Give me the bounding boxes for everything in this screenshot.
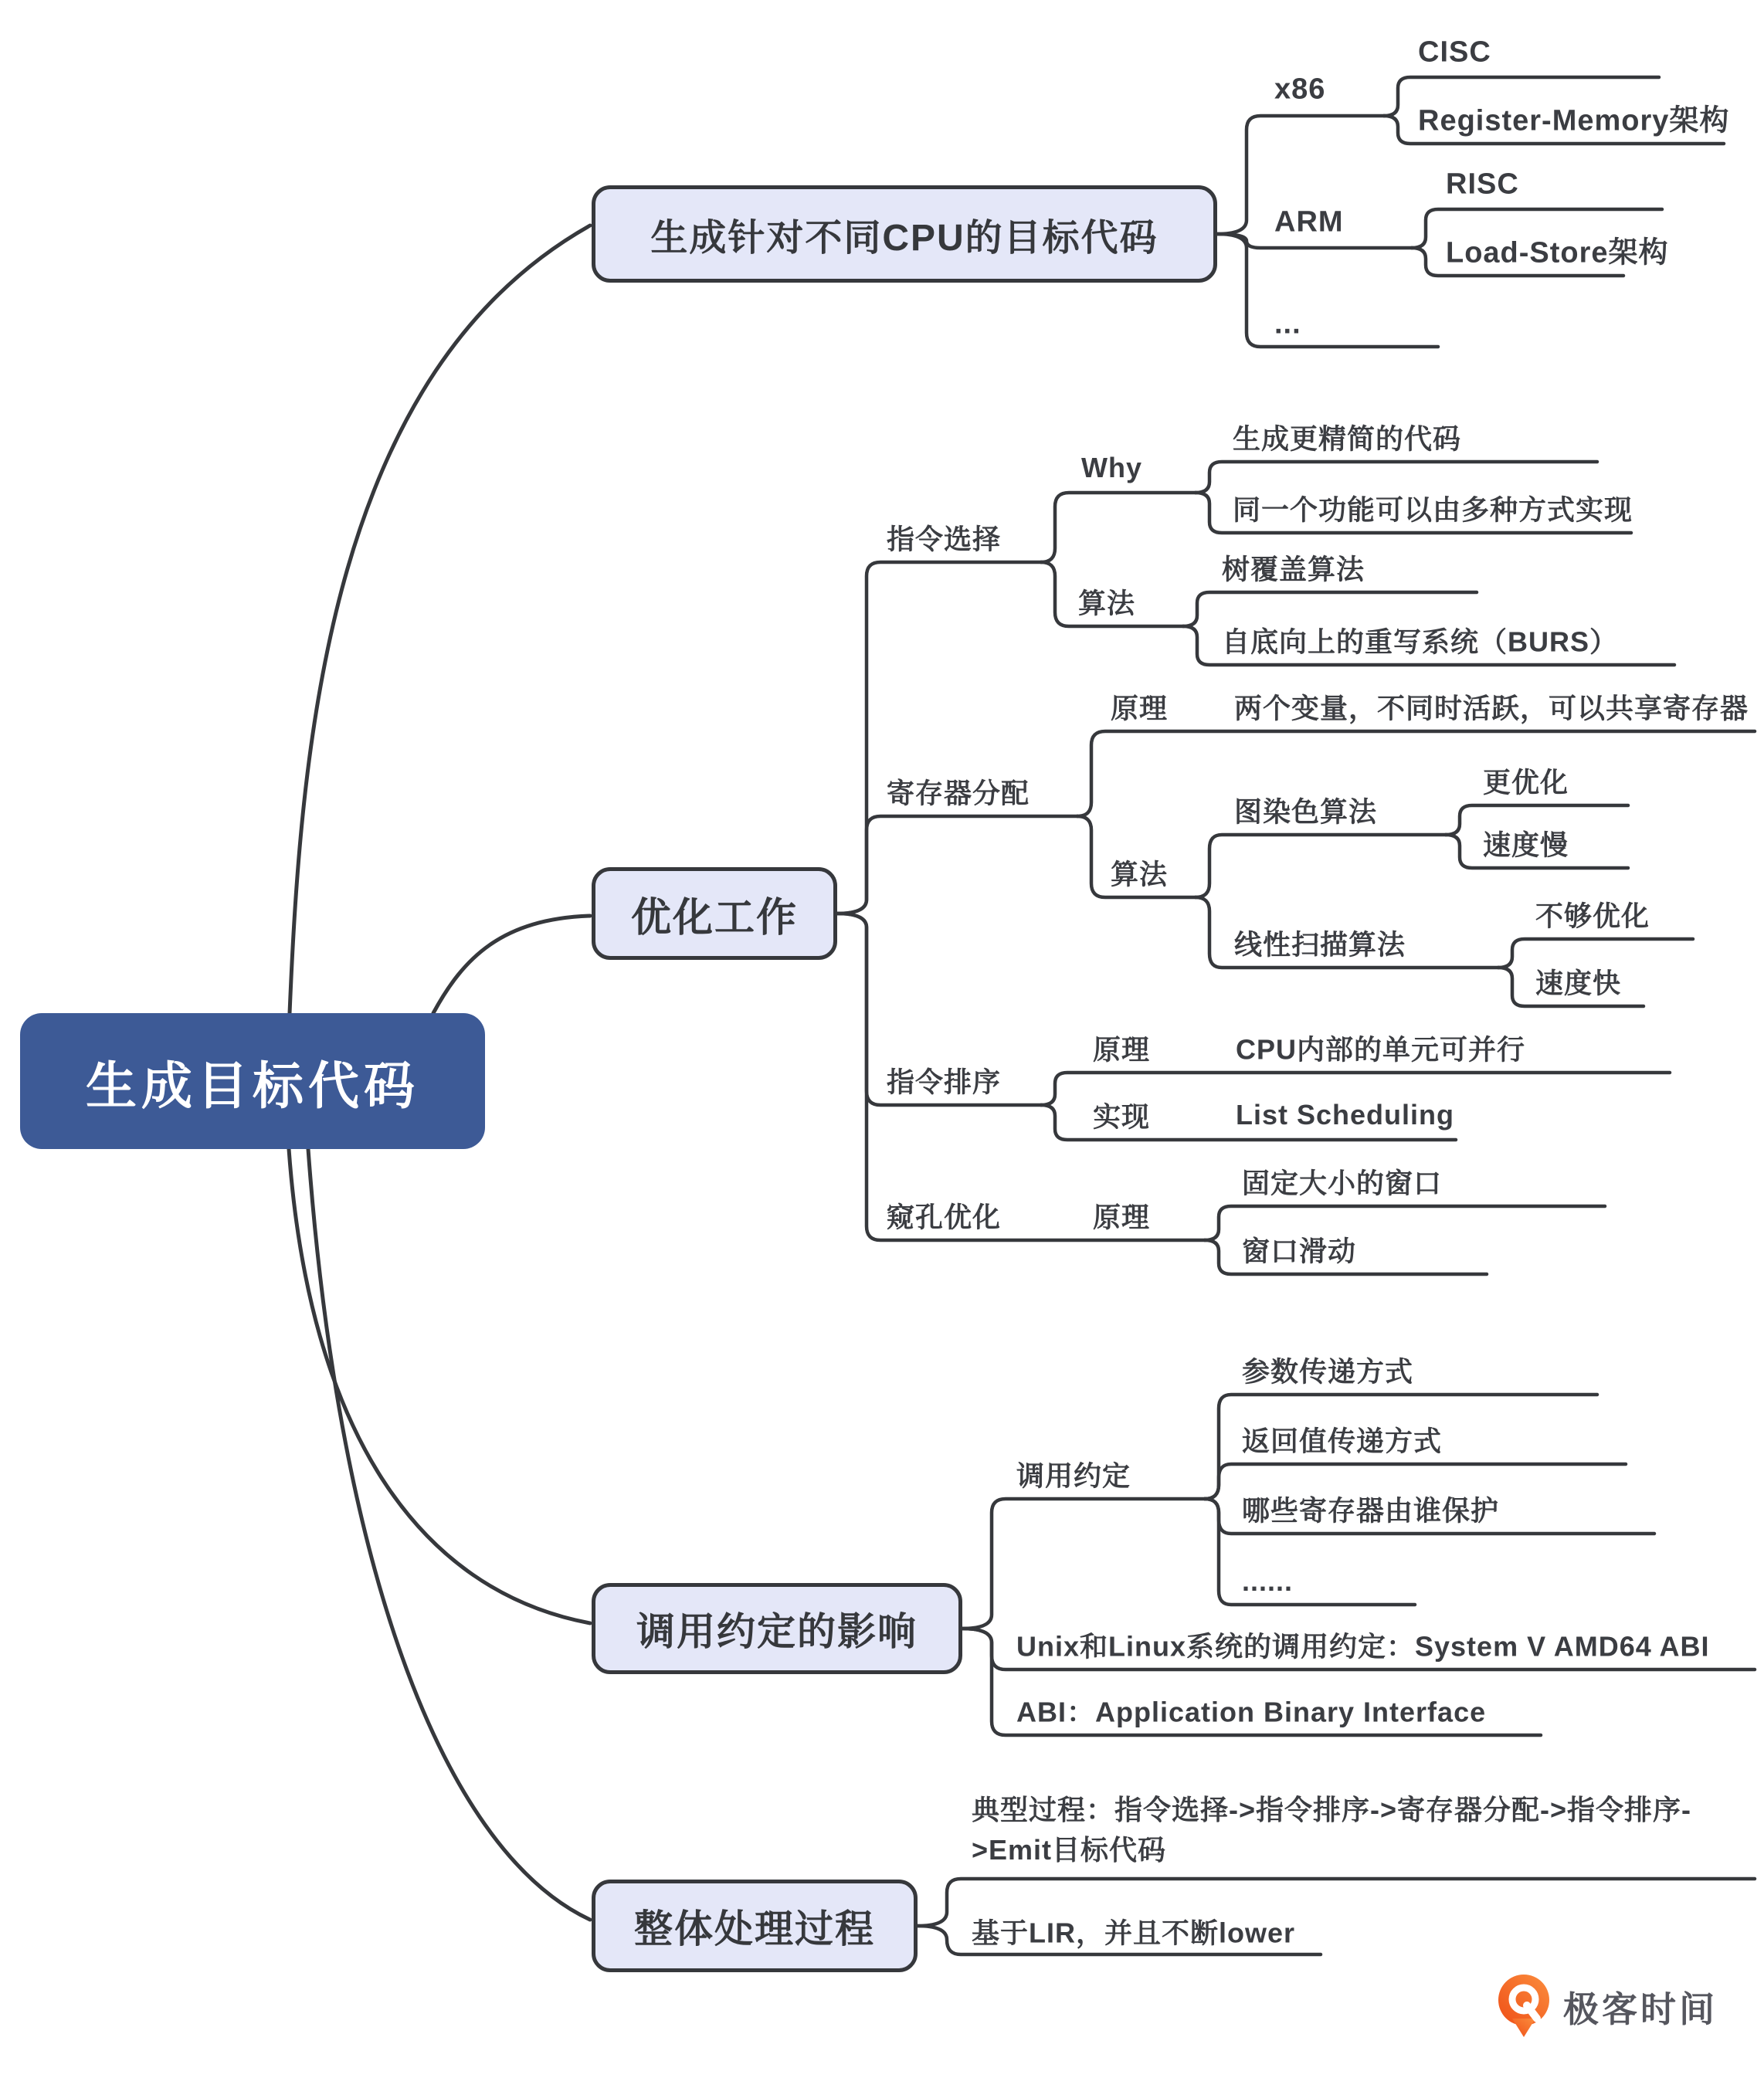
node-tree-cover-algorithm: 树覆盖算法 [1222,553,1365,585]
node-regalloc-principle: 原理 [1111,692,1169,724]
node-instruction-selection: 指令选择 [887,523,1002,555]
node-linear-scan: 线性扫描算法 [1234,928,1406,961]
node-graph-coloring: 图染色算法 [1234,795,1378,828]
geektime-logo [1497,1974,1718,2040]
node-selection-algorithm: 算法 [1078,587,1136,619]
node-leaner-code: 生成更精简的代码 [1233,422,1462,455]
node-burs: 自底向上的重写系统（BURS） [1222,625,1619,658]
branch-node-overall-process: 整体处理过程 [592,1880,918,1972]
node-return-value-passing: 返回值传递方式 [1242,1425,1443,1457]
branch-node-calling-convention: 调用约定的影响 [592,1583,962,1674]
node-scheduling-implementation: 实现 [1093,1100,1151,1133]
node-slow-speed: 速度慢 [1483,829,1569,861]
node-calling-convention: 调用约定 [1016,1459,1131,1492]
node-based-on-lir: 基于LIR，并且不断lower [972,1917,1296,1949]
geektime-pin-icon [1497,1974,1551,2040]
node-scheduling-principle: 原理 [1093,1033,1151,1066]
node-x86: x86 [1274,73,1326,106]
node-fixed-size-window: 固定大小的窗口 [1242,1167,1443,1199]
node-peephole-principle: 原理 [1093,1201,1151,1233]
node-register-protection: 哪些寄存器由谁保护 [1242,1494,1500,1527]
node-multiple-implementations: 同一个功能可以由多种方式实现 [1233,493,1633,526]
node-list-scheduling: List Scheduling [1236,1099,1455,1131]
node-regalloc-algorithm: 算法 [1111,858,1169,890]
branch-node-optimization: 优化工作 [592,867,837,960]
node-abi-definition: ABI：Application Binary Interface [1016,1696,1487,1728]
node-more-optimized: 更优化 [1483,766,1569,798]
node-param-passing: 参数传递方式 [1242,1355,1414,1388]
node-fast-speed: 速度快 [1535,967,1622,999]
node-typical-process: 典型过程：指令选择->指令排序->寄存器分配->指令排序->Emit目标代码 [972,1794,1692,1866]
node-other-cpus-ellipsis: ... [1274,307,1301,341]
root-node: 生成目标代码 [20,1013,485,1149]
node-risc: RISC [1446,168,1519,201]
node-cpu-parallel-units: CPU内部的单元可并行 [1236,1033,1526,1066]
node-register-allocation: 寄存器分配 [887,777,1030,809]
node-load-store-arch: Load-Store架构 [1446,236,1669,269]
node-arm: ARM [1274,205,1344,239]
node-window-sliding: 窗口滑动 [1242,1235,1357,1267]
node-less-optimized: 不够优化 [1535,900,1650,932]
node-share-register: 两个变量，不同时活跃，可以共享寄存器 [1234,692,1749,724]
branch-node-cpu-targets: 生成针对不同CPU的目标代码 [592,185,1217,283]
node-instruction-scheduling: 指令排序 [887,1066,1002,1098]
node-system-v-amd64-abi: Unix和Linux系统的调用约定：System V AMD64 ABI [1016,1630,1710,1663]
node-register-memory-arch: Register-Memory架构 [1418,104,1730,137]
node-why: Why [1081,452,1142,483]
node-cisc: CISC [1418,36,1491,69]
geektime-logo-text: 极客时间 [1563,1989,1718,2029]
node-convention-ellipsis: ...... [1242,1565,1294,1597]
node-peephole-optimization: 窥孔优化 [887,1201,1002,1233]
